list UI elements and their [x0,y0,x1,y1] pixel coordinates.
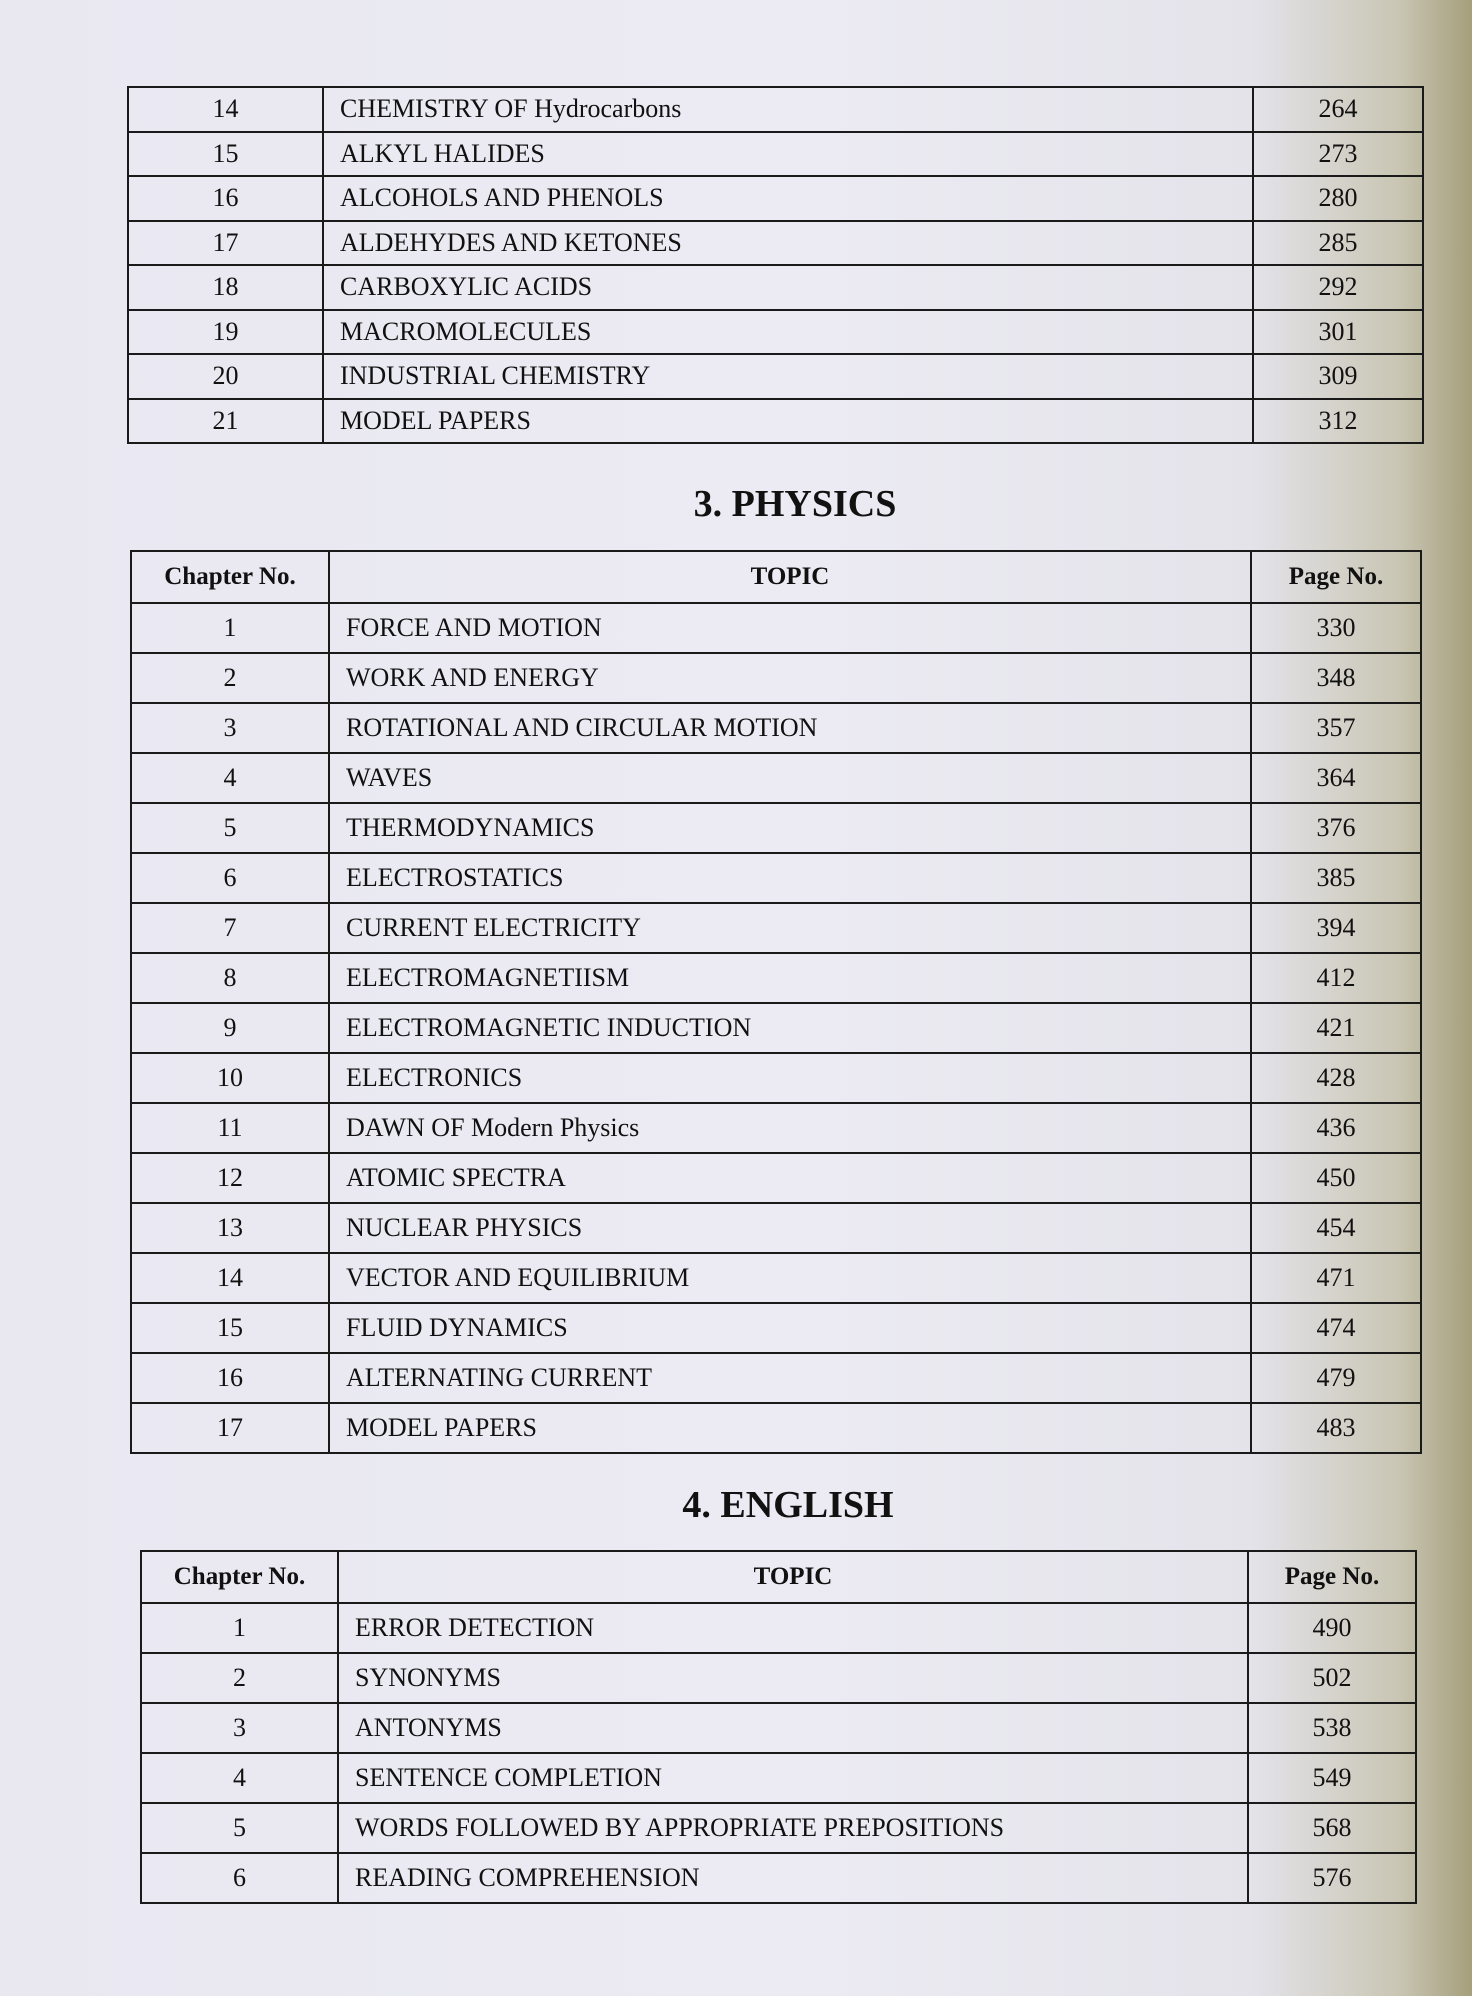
topic-title: ELECTROSTATICS [329,853,1251,903]
topic-title: WAVES [329,753,1251,803]
column-header-chapter-no: Chapter No. [131,551,329,603]
topic-title: SYNONYMS [338,1653,1248,1703]
chapter-number: 19 [128,310,323,355]
page-number: 385 [1251,853,1421,903]
chapter-number: 5 [141,1803,338,1853]
table-row [141,1853,1416,1903]
page-number: 357 [1251,703,1421,753]
topic-title: ALDEHYDES AND KETONES [323,221,1253,266]
table-row [131,1153,1421,1203]
topic-title: CHEMISTRY OF Hydrocarbons [323,87,1253,132]
chapter-number: 21 [128,399,323,444]
table-row [131,1253,1421,1303]
topic-title: INDUSTRIAL CHEMISTRY [323,354,1253,399]
table-row [131,1053,1421,1103]
page-number: 538 [1248,1703,1416,1753]
topic-title: ELECTRONICS [329,1053,1251,1103]
page-number: 264 [1253,87,1423,132]
topic-title: WORK AND ENERGY [329,653,1251,703]
table-row [131,1203,1421,1253]
table-row [141,1603,1416,1653]
table-row [131,1003,1421,1053]
page-number: 273 [1253,132,1423,177]
page-number: 474 [1251,1303,1421,1353]
chapter-number: 12 [131,1153,329,1203]
chapter-number: 16 [128,176,323,221]
topic-title: MODEL PAPERS [329,1403,1251,1453]
page-number: 285 [1253,221,1423,266]
page-number: 490 [1248,1603,1416,1653]
chapter-number: 3 [131,703,329,753]
table-row [141,1653,1416,1703]
topic-title: VECTOR AND EQUILIBRIUM [329,1253,1251,1303]
table-row [128,221,1423,266]
table-row [131,853,1421,903]
table-row [131,753,1421,803]
page-number: 301 [1253,310,1423,355]
chapter-number: 11 [131,1103,329,1153]
chapter-number: 4 [141,1753,338,1803]
chapter-number: 5 [131,803,329,853]
page-number: 348 [1251,653,1421,703]
page-number: 479 [1251,1353,1421,1403]
table-row [131,1353,1421,1403]
chapter-number: 3 [141,1703,338,1753]
chapter-number: 1 [141,1603,338,1653]
topic-title: ELECTROMAGNETIISM [329,953,1251,1003]
page-number: 280 [1253,176,1423,221]
table-row [141,1753,1416,1803]
table-row [141,1703,1416,1753]
page-number: 421 [1251,1003,1421,1053]
topic-title: ERROR DETECTION [338,1603,1248,1653]
table-row [128,176,1423,221]
chapter-number: 20 [128,354,323,399]
chapter-number: 14 [128,87,323,132]
chapter-number: 18 [128,265,323,310]
physics-contents-table [130,550,1422,1454]
chapter-number: 15 [128,132,323,177]
topic-title: FORCE AND MOTION [329,603,1251,653]
chapter-number: 7 [131,903,329,953]
chapter-number: 13 [131,1203,329,1253]
page-number: 309 [1253,354,1423,399]
column-header-page-no: Page No. [1248,1551,1416,1603]
column-header-topic: TOPIC [338,1551,1248,1603]
page-number: 364 [1251,753,1421,803]
english-section-heading: 4. ENGLISH [682,1484,894,1526]
chapter-number: 16 [131,1353,329,1403]
english-contents-table [140,1550,1417,1904]
chapter-number: 15 [131,1303,329,1353]
table-row [131,803,1421,853]
table-row [131,703,1421,753]
topic-title: MODEL PAPERS [323,399,1253,444]
topic-title: CARBOXYLIC ACIDS [323,265,1253,310]
column-header-page-no: Page No. [1251,551,1421,603]
column-header-topic: TOPIC [329,551,1251,603]
page-number: 412 [1251,953,1421,1003]
topic-title: SENTENCE COMPLETION [338,1753,1248,1803]
chapter-number: 6 [131,853,329,903]
table-row [128,132,1423,177]
table-row [131,603,1421,653]
topic-title: ALTERNATING CURRENT [329,1353,1251,1403]
topic-title: ANTONYMS [338,1703,1248,1753]
page-number: 436 [1251,1103,1421,1153]
page-number: 376 [1251,803,1421,853]
page-number: 568 [1248,1803,1416,1853]
page-number: 483 [1251,1403,1421,1453]
chapter-number: 9 [131,1003,329,1053]
table-row [131,953,1421,1003]
page-number: 330 [1251,603,1421,653]
column-header-chapter-no: Chapter No. [141,1551,338,1603]
page-number: 502 [1248,1653,1416,1703]
chapter-number: 14 [131,1253,329,1303]
page-number: 428 [1251,1053,1421,1103]
table-row [128,87,1423,132]
topic-title: DAWN OF Modern Physics [329,1103,1251,1153]
topic-title: READING COMPREHENSION [338,1853,1248,1903]
table-row [131,1103,1421,1153]
topic-title: WORDS FOLLOWED BY APPROPRIATE PREPOSITIONS [338,1803,1248,1853]
topic-title: NUCLEAR PHYSICS [329,1203,1251,1253]
table-row [128,399,1423,444]
page-number: 312 [1253,399,1423,444]
topic-title: ELECTROMAGNETIC INDUCTION [329,1003,1251,1053]
chemistry-contents-table [127,86,1424,444]
page-number: 549 [1248,1753,1416,1803]
physics-section-heading: 3. PHYSICS [693,483,897,525]
topic-title: FLUID DYNAMICS [329,1303,1251,1353]
topic-title: CURRENT ELECTRICITY [329,903,1251,953]
table-row [131,1403,1421,1453]
page-number: 292 [1253,265,1423,310]
table-row [131,903,1421,953]
topic-title: ALKYL HALIDES [323,132,1253,177]
page-number: 394 [1251,903,1421,953]
topic-title: ATOMIC SPECTRA [329,1153,1251,1203]
page-number: 471 [1251,1253,1421,1303]
page-number: 576 [1248,1853,1416,1903]
table-row [131,653,1421,703]
page-number: 454 [1251,1203,1421,1253]
chapter-number: 2 [141,1653,338,1703]
topic-title: ALCOHOLS AND PHENOLS [323,176,1253,221]
table-row [128,265,1423,310]
topic-title: THERMODYNAMICS [329,803,1251,853]
chapter-number: 10 [131,1053,329,1103]
chapter-number: 8 [131,953,329,1003]
topic-title: MACROMOLECULES [323,310,1253,355]
table-row [128,354,1423,399]
table-row [128,310,1423,355]
chapter-number: 1 [131,603,329,653]
chapter-number: 2 [131,653,329,703]
chapter-number: 17 [131,1403,329,1453]
chapter-number: 4 [131,753,329,803]
page-number: 450 [1251,1153,1421,1203]
table-row [131,1303,1421,1353]
table-row [141,1803,1416,1853]
topic-title: ROTATIONAL AND CIRCULAR MOTION [329,703,1251,753]
chapter-number: 17 [128,221,323,266]
chapter-number: 6 [141,1853,338,1903]
